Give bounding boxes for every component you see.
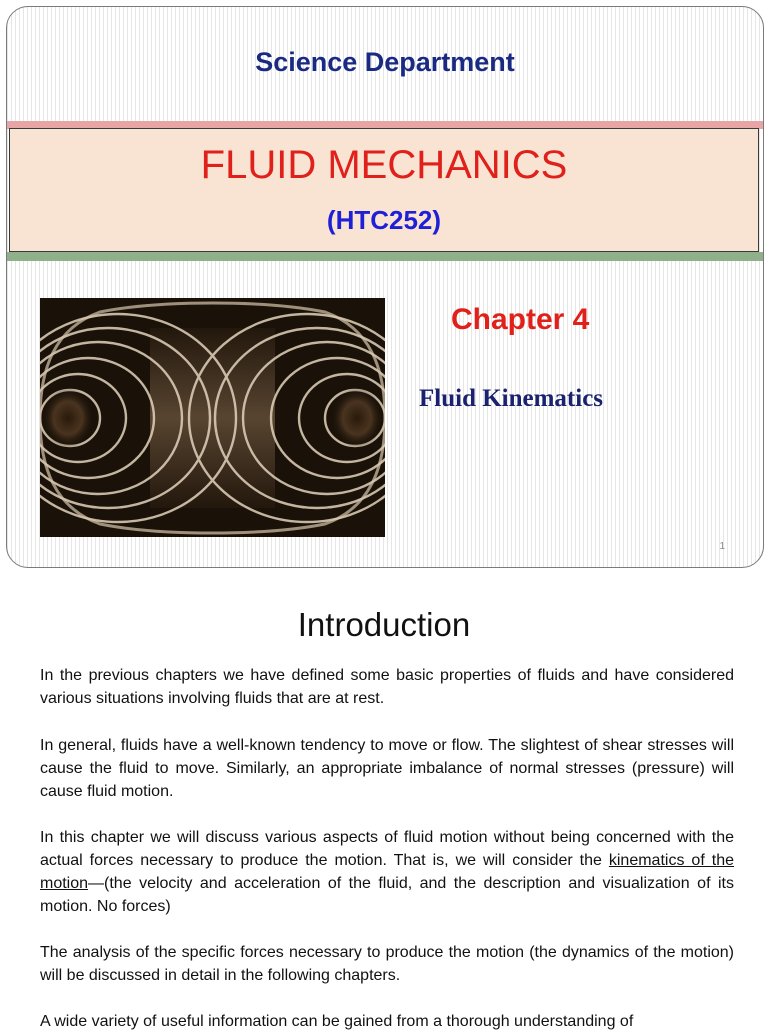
vortex-ring-photo xyxy=(40,298,385,537)
course-code: (HTC252) xyxy=(326,205,442,235)
introduction-heading: Introduction xyxy=(297,606,471,643)
chapter-label: Chapter 4 xyxy=(451,303,590,336)
title-slide xyxy=(6,6,764,568)
paragraph-3-start: In this chapter we will discuss various aspects of fluid motion without being concerned with the actual forces necessary to produce the motion. That is, we will consider the xyxy=(40,829,734,869)
paragraph-2: In general, fluids have a well-known tendency to move or flow. The slightest of shear stresses will cause the fluid to move. Similarly, an appropriate imbalance of normal stresses (pressure) will cause fluid motion. xyxy=(40,737,734,800)
paragraph-1: In the previous chapters we have defined some basic properties of fluids and have considered various situations involving fluids that are at rest. xyxy=(40,667,734,707)
paragraph-5: A wide variety of useful information can be gained from a thorough understanding of xyxy=(40,1013,634,1030)
page-number: 1 xyxy=(719,541,725,552)
department-heading: Science Department xyxy=(255,47,515,77)
paragraph-3 xyxy=(40,826,734,918)
course-title-box xyxy=(9,128,759,252)
kinematics-underlined-text: kinematics of the motion xyxy=(40,852,734,892)
title-band-bottom xyxy=(7,252,763,261)
paragraph-3-end: —(the velocity and acceleration of the fluid, and the description and visualization of its motion. No forces) xyxy=(40,875,734,915)
course-title: FLUID MECHANICS xyxy=(200,143,568,187)
chapter-subtitle: Fluid Kinematics xyxy=(419,385,604,412)
paragraph-4: The analysis of the specific forces necessary to produce the motion (the dynamics of the motion) will be discussed in detail in the following chapters. xyxy=(40,944,734,984)
vortex-ring-image xyxy=(40,298,385,537)
